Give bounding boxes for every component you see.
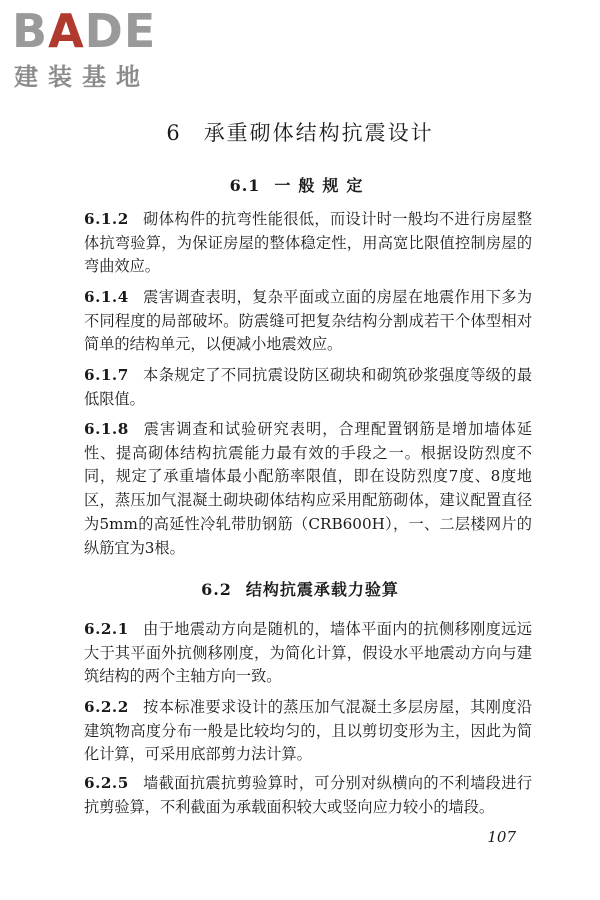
clause-6-2-5 — [84, 772, 532, 819]
section-number: 6.1 — [229, 176, 261, 195]
clause-6-1-2 — [84, 208, 532, 279]
clause-text: 震害调查和试验研究表明，合理配置钢筋是增加墙体延性、提高砌体结构抗震能力最有效的手段之一。根据设防烈度不同，规定了承重墙体最小配筋率限值，即在设防烈度7度、8度地区，蒸压加气混凝土砌块砌体结构应采用配筋砌体，建议配置直径为5mm的高延性冷轧带肋钢筋（CRB600H），一、二层楼网片的纵筋宜为3根。 — [84, 420, 532, 557]
clause-text: 墙截面抗震抗剪验算时，可分别对纵横向的不利墙段进行抗剪验算，不利截面为承载面积较大或竖向应力较小的墙段。 — [84, 774, 532, 816]
clause-6-1-4 — [84, 286, 532, 357]
section-title-6-1 — [0, 176, 600, 196]
section-heading: 一般规定 — [274, 176, 371, 195]
logo-subtitle: 建装基地 — [14, 63, 150, 91]
clause-number: 6.2.2 — [84, 698, 129, 716]
clause-number: 6.1.7 — [84, 366, 129, 384]
section-title-6-2 — [0, 580, 600, 600]
section-heading: 结构抗震承载力验算 — [245, 580, 399, 599]
clause-number: 6.2.1 — [84, 620, 129, 638]
clause-6-1-7 — [84, 364, 532, 411]
clause-text: 震害调查表明，复杂平面或立面的房屋在地震作用下多为不同程度的局部破坏。防震缝可把复杂结构分割成若干个体型相对简单的结构单元，以便减小地震效应。 — [84, 288, 532, 354]
logo-wordmark: BADE — [12, 4, 157, 58]
clause-6-1-8 — [84, 418, 532, 560]
clause-text: 砌体构件的抗弯性能很低，而设计时一般均不进行房屋整体抗弯验算，为保证房屋的整体稳定性，用高宽比限值控制房屋的弯曲效应。 — [84, 210, 532, 276]
chapter-number: 6 — [166, 121, 182, 145]
clause-number: 6.1.4 — [84, 288, 129, 306]
clause-6-2-2 — [84, 696, 532, 767]
watermark-logo — [12, 4, 182, 98]
clause-text: 本条规定了不同抗震设防区砌块和砌筑砂浆强度等级的最低限值。 — [84, 366, 532, 408]
chapter-heading: 承重砌体结构抗震设计 — [203, 121, 434, 145]
chapter-title — [0, 120, 600, 146]
clause-number: 6.1.8 — [84, 420, 129, 438]
clause-number: 6.1.2 — [84, 210, 129, 228]
section-number: 6.2 — [201, 580, 232, 599]
clause-6-2-1 — [84, 618, 532, 689]
clause-text: 由于地震动方向是随机的，墙体平面内的抗侧移刚度远远大于其平面外抗侧移刚度，为简化计算，假设水平地震动方向与建筑结构的两个主轴方向一致。 — [84, 620, 532, 686]
page-number: 107 — [487, 828, 516, 846]
clause-text: 按本标准要求设计的蒸压加气混凝土多层房屋，其刚度沿建筑物高度分布一般是比较均匀的，且以剪切变形为主，因此为简化计算，可采用底部剪力法计算。 — [84, 698, 532, 764]
clause-number: 6.2.5 — [84, 774, 129, 792]
